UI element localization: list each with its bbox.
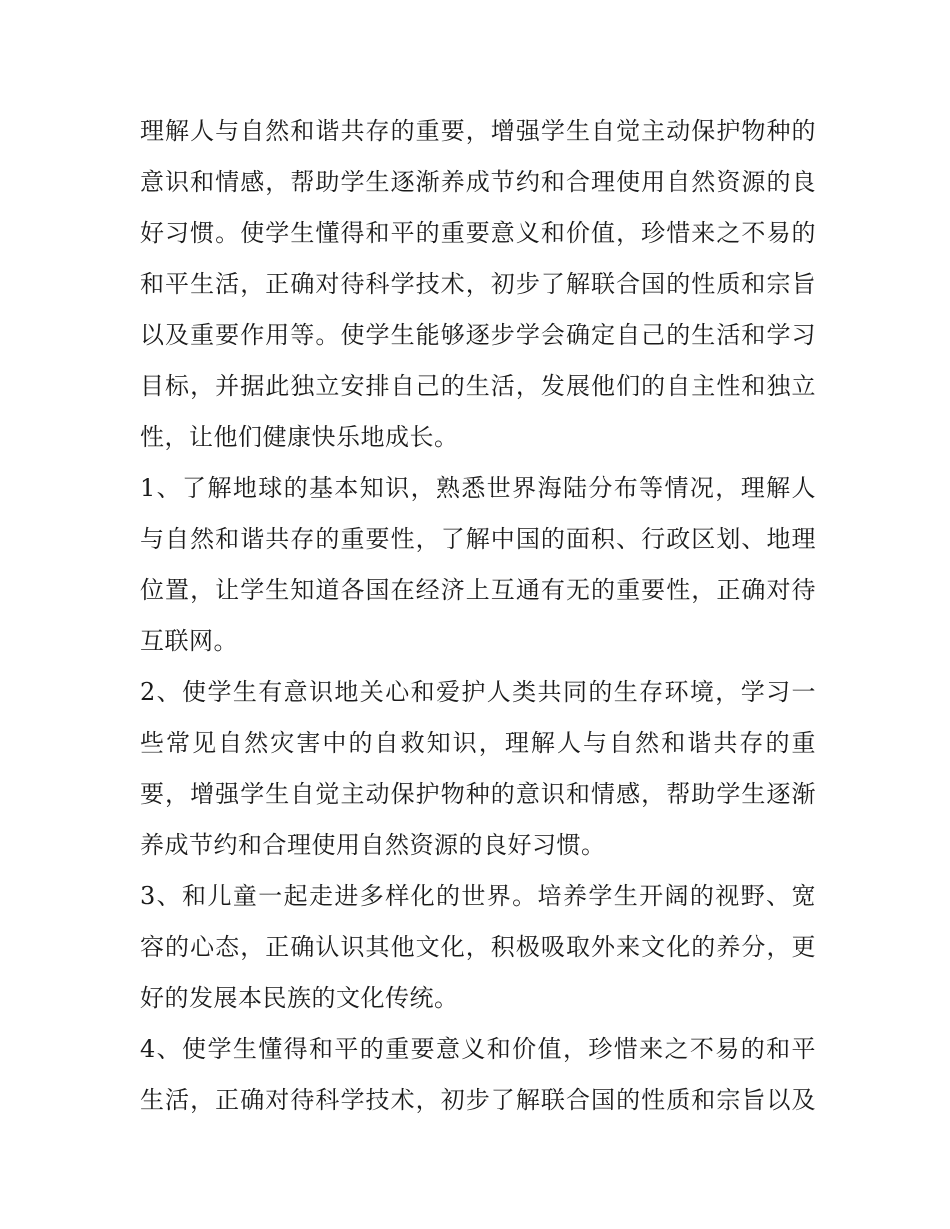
text-line: 要，增强学生自觉主动保护物种的意识和情感，帮助学生逐渐 [140, 780, 816, 808]
text-line: 和平生活，正确对待科学技术，初步了解联合国的性质和宗旨 [140, 270, 816, 298]
document-body [140, 106, 816, 1126]
paragraph-item-4 [140, 1024, 816, 1126]
text-line: 4、使学生懂得和平的重要意义和价值，珍惜来之不易的和平 [140, 1035, 816, 1063]
text-line: 理解人与自然和谐共存的重要，增强学生自觉主动保护物种的 [140, 117, 816, 145]
text-line: 与自然和谐共存的重要性，了解中国的面积、行政区划、地理 [140, 525, 816, 553]
text-line: 生活，正确对待科学技术，初步了解联合国的性质和宗旨以及 [140, 1086, 816, 1114]
text-line: 容的心态，正确认识其他文化，积极吸取外来文化的养分，更 [140, 933, 816, 961]
text-line: 互联网。 [140, 627, 238, 655]
paragraph-intro [140, 106, 816, 463]
text-line: 1、了解地球的基本知识，熟悉世界海陆分布等情况，理解人 [140, 474, 816, 502]
text-line: 养成节约和合理使用自然资源的良好习惯。 [140, 831, 606, 859]
text-line: 以及重要作用等。使学生能够逐步学会确定自己的生活和学习 [140, 321, 816, 349]
text-line: 3、和儿童一起走进多样化的世界。培养学生开阔的视野、宽 [140, 882, 816, 910]
text-line: 好习惯。使学生懂得和平的重要意义和价值，珍惜来之不易的 [140, 219, 816, 247]
text-line: 意识和情感，帮助学生逐渐养成节约和合理使用自然资源的良 [140, 168, 816, 196]
text-line: 性，让他们健康快乐地成长。 [140, 423, 459, 451]
text-line: 2、使学生有意识地关心和爱护人类共同的生存环境，学习一 [140, 678, 816, 706]
paragraph-item-1 [140, 463, 816, 667]
paragraph-item-2 [140, 667, 816, 871]
text-line: 些常见自然灾害中的自救知识，理解人与自然和谐共存的重 [140, 729, 816, 757]
text-line: 目标，并据此独立安排自己的生活，发展他们的自主性和独立 [140, 372, 816, 400]
text-line: 位置，让学生知道各国在经济上互通有无的重要性，正确对待 [140, 576, 816, 604]
text-line: 好的发展本民族的文化传统。 [140, 984, 459, 1012]
paragraph-item-3 [140, 871, 816, 1024]
